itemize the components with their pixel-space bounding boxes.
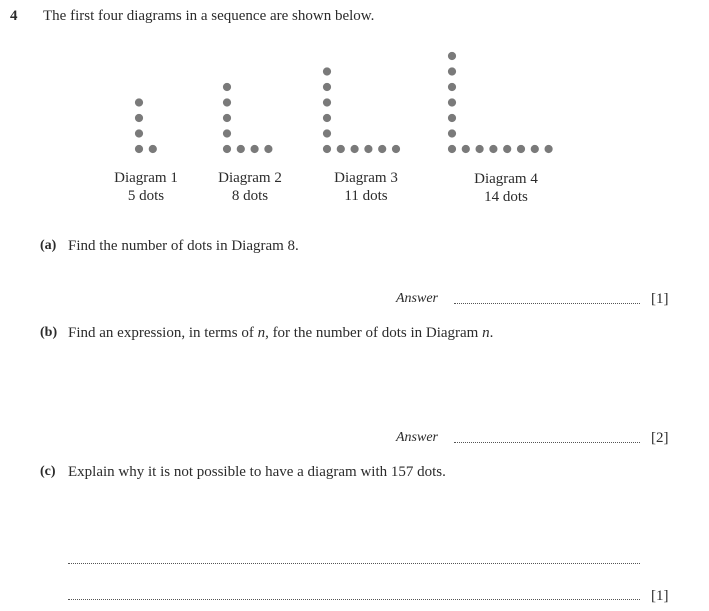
diagram-4-vertical-dot xyxy=(448,52,456,60)
diagram-3-title: Diagram 3 xyxy=(334,170,398,186)
diagram-1-title: Diagram 1 xyxy=(114,170,178,186)
diagram-3-vertical-dot xyxy=(323,67,331,75)
diagram-4-vertical-dot xyxy=(448,98,456,106)
diagram-1-horizontal-dot xyxy=(149,145,157,153)
part-c-marks: [1] xyxy=(651,588,669,604)
diagram-2-vertical-dot xyxy=(223,83,231,91)
diagram-4-caption xyxy=(446,170,566,206)
diagram-2-caption xyxy=(190,169,310,205)
diagram-4-horizontal-dot xyxy=(489,145,497,153)
diagram-2-vertical-dot xyxy=(223,98,231,106)
part-b-text-end: . xyxy=(489,325,494,341)
part-a-label: (a) xyxy=(40,238,57,253)
diagram-2-horizontal-dot xyxy=(264,145,272,153)
part-b-text-start: Find an expression, in terms of xyxy=(68,325,258,341)
diagram-3-caption xyxy=(306,169,426,205)
part-a-answer-line[interactable] xyxy=(454,303,640,304)
part-b-marks: [2] xyxy=(651,430,669,446)
diagram-2-count: 8 dots xyxy=(231,188,269,204)
diagram-1-caption xyxy=(86,169,206,205)
diagram-3-vertical-dot xyxy=(323,129,331,137)
part-a-answer-label: Answer xyxy=(396,291,438,306)
diagram-4-horizontal-dot xyxy=(503,145,511,153)
part-a-question: Find the number of dots in Diagram 8. xyxy=(68,238,299,254)
diagram-2-vertical-dot xyxy=(223,145,231,153)
diagram-4-count: 14 dots xyxy=(484,189,528,205)
diagram-2-horizontal-dot xyxy=(251,145,259,153)
part-b-text-middle: , for the number of dots in Diagram xyxy=(265,325,483,341)
diagram-3-count: 11 dots xyxy=(344,188,388,204)
diagram-4-horizontal-dot xyxy=(462,145,470,153)
diagram-4-horizontal-dot xyxy=(517,145,525,153)
diagram-1-vertical-dot xyxy=(135,129,143,137)
diagram-4-horizontal-dot xyxy=(531,145,539,153)
diagram-1-vertical-dot xyxy=(135,114,143,122)
diagram-3-horizontal-dot xyxy=(351,145,359,153)
diagram-4-horizontal-dot xyxy=(476,145,484,153)
part-b-variable-n-2: n xyxy=(482,325,490,341)
diagram-3-vertical-dot xyxy=(323,98,331,106)
diagram-4-title: Diagram 4 xyxy=(474,171,538,187)
diagram-3-horizontal-dot xyxy=(337,145,345,153)
part-c-answer-line-1[interactable] xyxy=(68,563,640,564)
part-c-question: Explain why it is not possible to have a diagram with 157 dots. xyxy=(68,464,446,480)
diagram-3-horizontal-dot xyxy=(378,145,386,153)
diagram-3-vertical-dot xyxy=(323,83,331,91)
diagram-4-horizontal-dot xyxy=(545,145,553,153)
part-b-answer-line[interactable] xyxy=(454,442,640,443)
diagram-4-vertical-dot xyxy=(448,114,456,122)
question-intro: The first four diagrams in a sequence are shown below. xyxy=(43,8,375,24)
part-a-marks: [1] xyxy=(651,291,669,307)
diagram-2-title: Diagram 2 xyxy=(218,170,282,186)
diagram-1-count: 5 dots xyxy=(127,188,165,204)
part-b-label: (b) xyxy=(40,325,58,340)
diagram-2-vertical-dot xyxy=(223,114,231,122)
diagram-1-vertical-dot xyxy=(135,98,143,106)
part-b-variable-n: n xyxy=(257,325,266,341)
diagram-4-vertical-dot xyxy=(448,129,456,137)
diagram-1-vertical-dot xyxy=(135,145,143,153)
part-c-answer-line-2[interactable] xyxy=(68,599,640,600)
question-number: 4 xyxy=(10,8,18,24)
diagram-2-vertical-dot xyxy=(223,129,231,137)
diagram-4-vertical-dot xyxy=(448,67,456,75)
part-b-question xyxy=(68,325,493,342)
diagram-3-horizontal-dot xyxy=(364,145,372,153)
diagram-4-vertical-dot xyxy=(448,145,456,153)
diagram-3-vertical-dot xyxy=(323,145,331,153)
part-c-label: (c) xyxy=(40,464,56,479)
part-b-answer-label: Answer xyxy=(396,430,438,445)
diagram-3-horizontal-dot xyxy=(392,145,400,153)
diagram-2-horizontal-dot xyxy=(237,145,245,153)
diagram-3-vertical-dot xyxy=(323,114,331,122)
diagram-4-vertical-dot xyxy=(448,83,456,91)
